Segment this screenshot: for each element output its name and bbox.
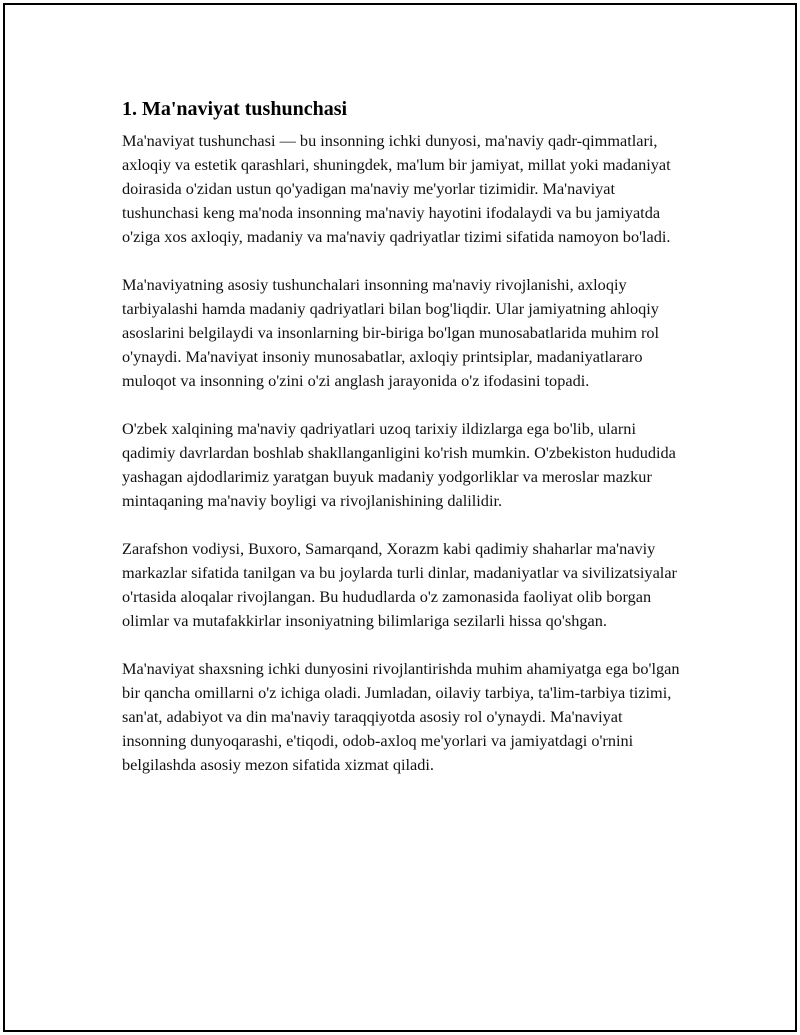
page-frame [3, 3, 797, 1032]
paragraph-1: Ma'naviyat tushunchasi — bu insonning ichki dunyosi, ma'naviy qadr-qimmatlari, axloqiy va estetik qarashlari, shuningdek, ma'lum bir jamiyat, millat yoki madaniyat doirasida o'zidan ustun qo'yadigan ma'naviy me'yorlar tizimidir. Ma'naviyat tushunchasi keng ma'noda insonning ma'naviy hayotini ifodalaydi va bu jamiyatda o'ziga xos axloqiy, madaniy va ma'naviy qadriyatlar tizimi sifatida namoyon bo'ladi. [122, 131, 671, 246]
paragraph-2: Ma'naviyatning asosiy tushunchalari insonning ma'naviy rivojlanishi, axloqiy tarbiyalashi hamda madaniy qadriyatlari bilan bog'liqdir. Ular jamiyatning ahloqiy asoslarini belgilaydi va insonlarning bir-biriga bo'lgan munosabatlarida muhim rol o'ynaydi. Ma'naviyat insoniy munosabatlar, axloqiy printsiplar, madaniyatlararo muloqot va insonning o'zini o'zi anglash jarayonida o'z ifodasini topadi. [122, 275, 660, 390]
paragraph-4: Zarafshon vodiysi, Buxoro, Samarqand, Xorazm kabi qadimiy shaharlar ma'naviy markazlar sifatida tanilgan va bu joylarda turli dinlar, madaniyatlar va sivilizatsiyalar o'rtasida aloqalar rivojlangan. Bu hududlarda o'z zamonasida faoliyat olib borgan olimlar va mutafakkirlar insoniyatning bilimlariga sezilarli hissa qo'shgan. [122, 539, 677, 630]
document-body [122, 97, 682, 801]
paragraph-5: Ma'naviyat shaxsning ichki dunyosini rivojlantirishda muhim ahamiyatga ega bo'lgan bir qancha omillarni o'z ichiga oladi. Jumladan, oilaviy tarbiya, ta'lim-tarbiya tizimi, san'at, adabiyot va din ma'naviy taraqqiyotda asosiy rol o'ynaydi. Ma'naviyat insonning dunyoqarashi, e'tiqodi, odob-axloq me'yorlari va jamiyatdagi o'rnini belgilashda asosiy mezon sifatida xizmat qiladi. [122, 659, 680, 774]
section-heading: 1. Ma'naviyat tushunchasi [122, 98, 348, 120]
paragraph-3: O'zbek xalqining ma'naviy qadriyatlari uzoq tarixiy ildizlarga ega bo'lib, ularni qadimiy davrlardan boshlab shakllanganligini ko'rish mumkin. O'zbekiston hududida yashagan ajdodlarimiz yaratgan buyuk madaniy yodgorliklar va meroslar mazkur mintaqaning ma'naviy boyligi va rivojlanishining dalilidir. [122, 419, 676, 510]
